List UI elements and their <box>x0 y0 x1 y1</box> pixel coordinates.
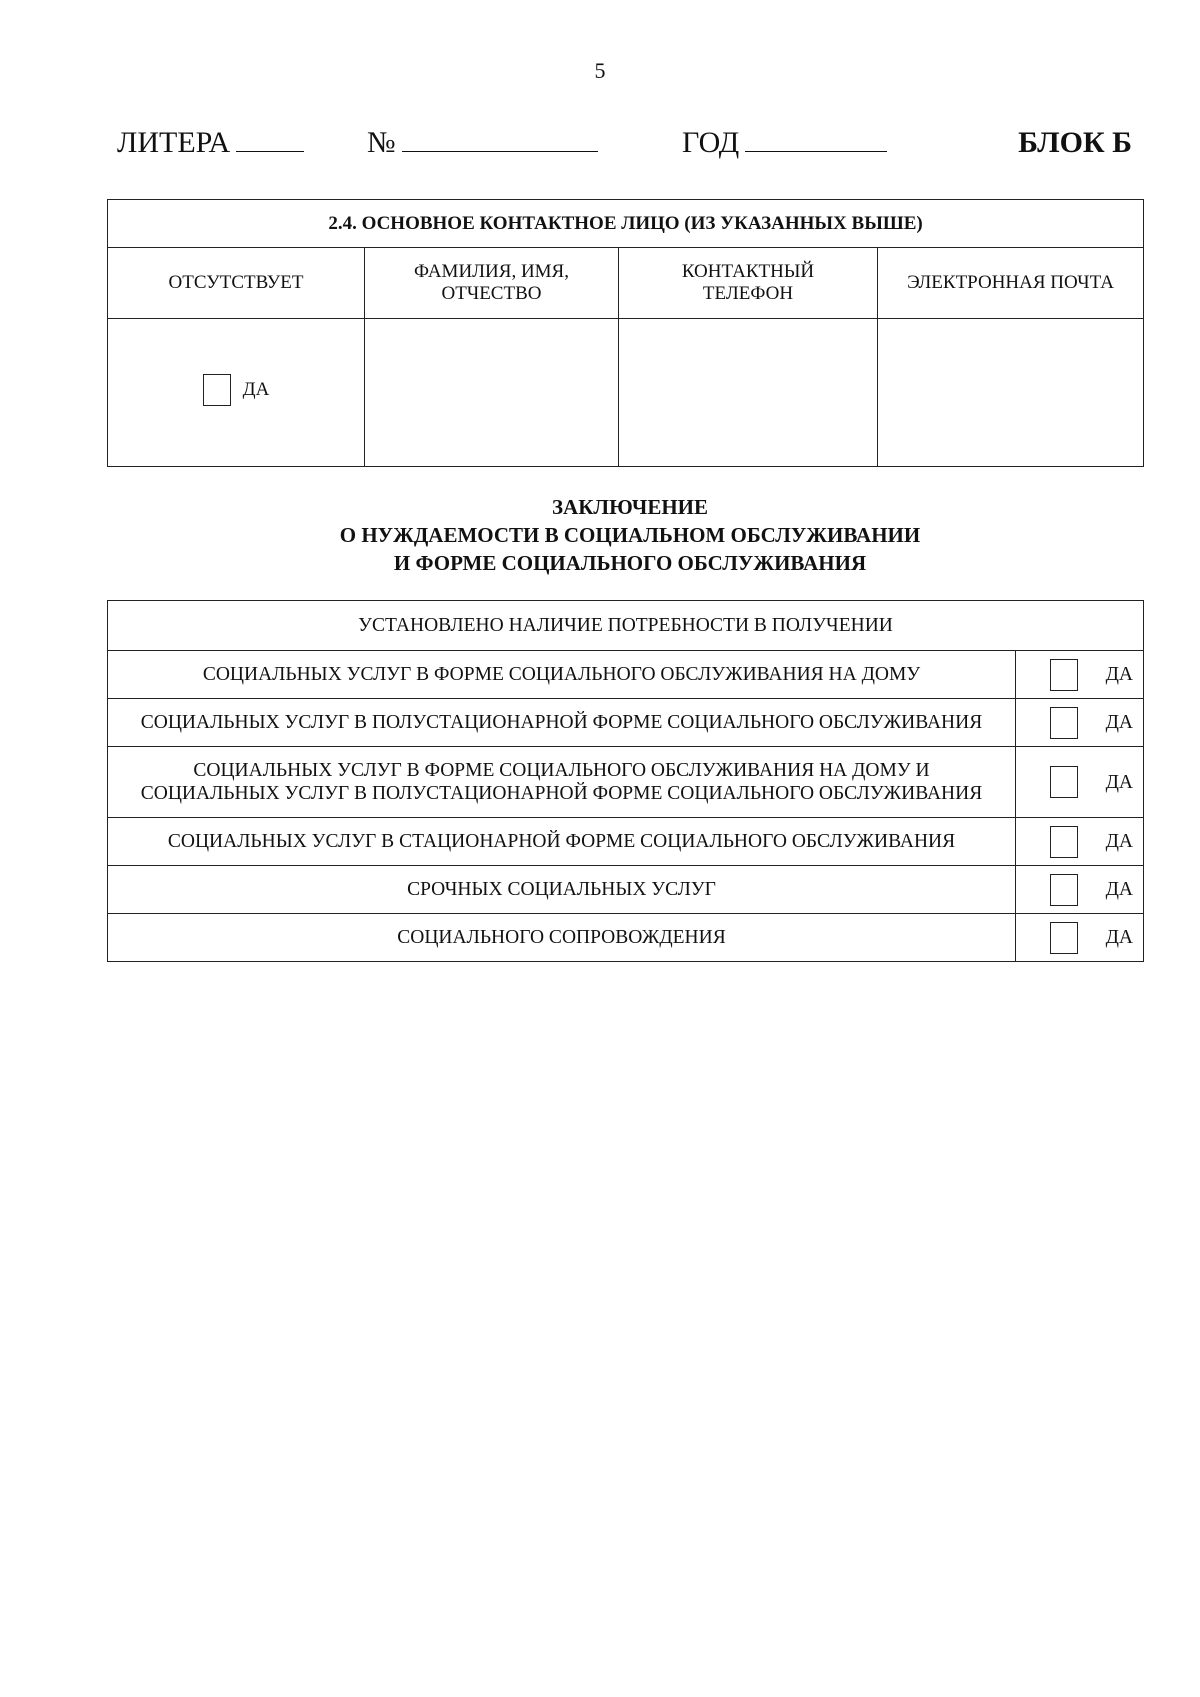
service-answer-cell <box>1016 699 1144 747</box>
service-answer-cell <box>1016 866 1144 914</box>
services-header: УСТАНОВЛЕНО НАЛИЧИЕ ПОТРЕБНОСТИ В ПОЛУЧЕНИИ <box>108 601 1144 651</box>
column-header-absent: ОТСУТСТВУЕТ <box>108 248 365 319</box>
service-yes-label: ДА <box>1105 927 1134 948</box>
litera-label: ЛИТЕРА <box>117 126 231 159</box>
service-checkbox-home[interactable] <box>1050 659 1078 691</box>
service-label: СОЦИАЛЬНЫХ УСЛУГ В СТАЦИОНАРНОЙ ФОРМЕ СОЦИАЛЬНОГО ОБСЛУЖИВАНИЯ <box>108 818 1016 866</box>
service-row <box>108 866 1144 914</box>
service-row <box>108 818 1144 866</box>
service-answer-cell <box>1016 747 1144 818</box>
full-name-field[interactable] <box>365 319 619 467</box>
service-yes-label: ДА <box>1105 831 1134 852</box>
phone-field[interactable] <box>619 319 878 467</box>
service-label-line: СОЦИАЛЬНЫХ УСЛУГ В ПОЛУСТАЦИОНАРНОЙ ФОРМЕ СОЦИАЛЬНОГО ОБСЛУЖИВАНИЯ <box>140 783 983 804</box>
service-label: СОЦИАЛЬНЫХ УСЛУГ В ПОЛУСТАЦИОНАРНОЙ ФОРМЕ СОЦИАЛЬНОГО ОБСЛУЖИВАНИЯ <box>108 699 1016 747</box>
service-answer-cell <box>1016 818 1144 866</box>
litera-group <box>117 126 304 160</box>
number-label: № <box>367 126 396 159</box>
conclusion-subtitle-1: О НУЖДАЕМОСТИ В СОЦИАЛЬНОМ ОБСЛУЖИВАНИИ <box>339 523 921 547</box>
year-label: ГОД <box>682 126 740 159</box>
year-field[interactable] <box>745 150 887 152</box>
service-yes-label: ДА <box>1105 771 1134 793</box>
service-row <box>108 914 1144 962</box>
service-yes-label: ДА <box>1105 879 1134 900</box>
service-yes-label: ДА <box>1105 664 1134 685</box>
absent-yes-label: ДА <box>242 378 270 400</box>
service-label: СРОЧНЫХ СОЦИАЛЬНЫХ УСЛУГ <box>108 866 1016 914</box>
column-header-full-name-text: ФАМИЛИЯ, ИМЯ, ОТЧЕСТВО <box>414 261 569 304</box>
service-row <box>108 747 1144 818</box>
service-row <box>108 699 1144 747</box>
service-label: СОЦИАЛЬНОГО СОПРОВОЖДЕНИЯ <box>108 914 1016 962</box>
number-group <box>367 126 598 160</box>
service-checkbox-urgent[interactable] <box>1050 874 1078 906</box>
contact-section-title: 2.4. ОСНОВНОЕ КОНТАКТНОЕ ЛИЦО (ИЗ УКАЗАННЫХ ВЫШЕ) <box>108 200 1144 248</box>
service-checkbox-support[interactable] <box>1050 922 1078 954</box>
conclusion-title: ЗАКЛЮЧЕНИЕ <box>551 495 709 519</box>
service-checkbox-home-and-semi-stationary[interactable] <box>1050 766 1078 798</box>
column-header-phone-text: КОНТАКТНЫЙ ТЕЛЕФОН <box>681 261 815 304</box>
litera-field[interactable] <box>236 150 304 152</box>
service-answer-cell <box>1016 651 1144 699</box>
form-header <box>117 126 1132 162</box>
block-label: БЛОК Б <box>1018 126 1132 159</box>
service-checkbox-semi-stationary[interactable] <box>1050 707 1078 739</box>
service-label: СОЦИАЛЬНЫХ УСЛУГ В ФОРМЕ СОЦИАЛЬНОГО ОБСЛУЖИВАНИЯ НА ДОМУ <box>108 651 1016 699</box>
service-label <box>108 747 1016 818</box>
service-answer-cell <box>1016 914 1144 962</box>
column-header-email: ЭЛЕКТРОННАЯ ПОЧТА <box>878 248 1144 319</box>
services-table <box>107 600 1144 962</box>
email-field[interactable] <box>878 319 1144 467</box>
column-header-full-name <box>365 248 619 319</box>
contact-table <box>107 199 1144 467</box>
page-number: 5 <box>594 58 606 83</box>
year-group <box>682 126 887 160</box>
number-field[interactable] <box>402 150 598 152</box>
absent-cell <box>108 319 365 467</box>
service-row <box>108 651 1144 699</box>
service-checkbox-stationary[interactable] <box>1050 826 1078 858</box>
service-label-line: СОЦИАЛЬНЫХ УСЛУГ В ФОРМЕ СОЦИАЛЬНОГО ОБСЛУЖИВАНИЯ НА ДОМУ И <box>193 760 930 781</box>
column-header-phone <box>619 248 878 319</box>
service-yes-label: ДА <box>1105 712 1134 733</box>
absent-checkbox[interactable] <box>203 374 231 406</box>
absent-yes-option <box>203 374 270 406</box>
conclusion-heading <box>0 493 1200 577</box>
conclusion-subtitle-2: И ФОРМЕ СОЦИАЛЬНОГО ОБСЛУЖИВАНИЯ <box>393 551 867 575</box>
